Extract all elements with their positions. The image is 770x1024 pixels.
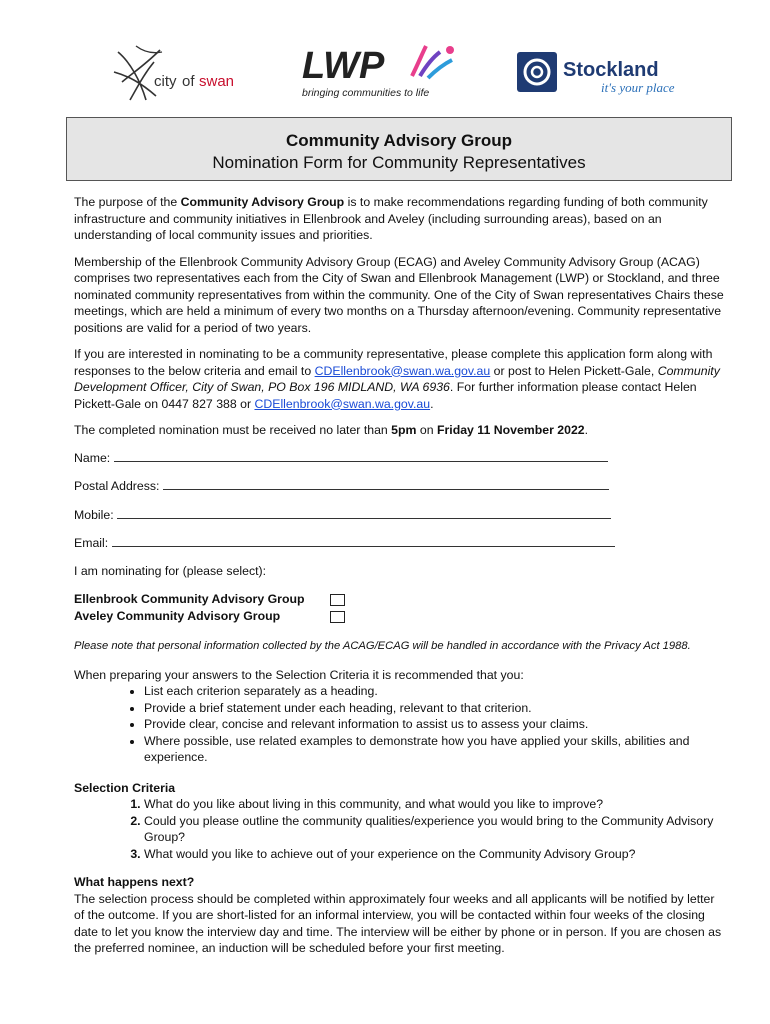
title-box — [66, 117, 732, 181]
next-text: The selection process should be completed within approximately four weeks and all applicants will be notified by letter of the outcome. If you are short-listed for an informal interview, you will be contacted within four weeks of the closing date to let you know the interview day and time. The interview will be either by phone or in person. If you are chosen as the preferred nominee, an induction will be scheduled before your first meeting. — [74, 891, 722, 955]
lwp-logo — [300, 40, 460, 102]
stockland-name: Stockland — [563, 59, 659, 81]
deadline-paragraph: The completed nomination must be received no later than 5pm on Friday 11 November 2022. — [74, 423, 589, 437]
postal-address-field[interactable]: Postal Address: — [74, 477, 724, 495]
stockland-logo — [515, 46, 685, 96]
list-item: • List each criterion separately as a heading. — [144, 683, 724, 700]
criteria-heading: Selection Criteria — [74, 780, 176, 795]
lwp-tagline: bringing communities to life — [302, 87, 430, 99]
swan-city-text: city — [154, 73, 177, 90]
swan-of-text: of — [182, 73, 195, 90]
lwp-name: LWP — [302, 45, 385, 87]
stockland-tagline: it's your place — [601, 80, 675, 95]
ecag-option: Ellenbrook Community Advisory Group — [74, 591, 724, 608]
form-content — [74, 194, 724, 967]
nominating-label: I am nominating for (please select): — [74, 563, 267, 578]
prep-intro: When preparing your answers to the Selection Criteria it is recommended that you: — [74, 667, 524, 682]
intro-paragraph-2: Membership of the Ellenbrook Community Advisory Group (ECAG) and Aveley Community Advisory Group (ACAG) comprises two representatives each from the City of Swan and Ellenbrook Management (LWP) or Stockland, and three nominated community representatives from within the community. One of the City of Swan representatives Chairs these meetings, which are held a minimum of every two months on a Thursday afternoon/evening. Community representative positions are valid for a period of two years. — [74, 254, 724, 335]
name-field[interactable]: Name: — [74, 449, 724, 467]
email-link-2[interactable]: CDEllenbrook@swan.wa.gov.au — [254, 396, 431, 411]
logo-bar — [0, 36, 770, 106]
acag-checkbox[interactable] — [330, 611, 345, 623]
city-of-swan-logo — [110, 42, 240, 106]
list-item: 2. Could you please outline the community qualities/experience you would bring to the Community Advisory Group? — [144, 813, 724, 846]
criteria-list — [74, 796, 724, 862]
prep-list — [74, 683, 724, 766]
list-item: • Provide a brief statement under each heading, relevant to that criterion. — [144, 700, 724, 717]
list-item: 1. What do you like about living in this community, and what would you like to improve? — [144, 796, 724, 813]
next-heading: What happens next? — [74, 875, 195, 889]
intro-paragraph-3: If you are interested in nominating to be a community representative, please complete this application form along with responses to the below criteria and email to CDEllenbrook@swan.wa.gov.au or post to Helen Pickett-Gale, Community Development Officer, City of Swan, PO Box 196 MIDLAND, WA 6936. For further information please contact Helen Pickett-Gale on 0447 827 388 or CDEllenbrook@swan.wa.gov.au. — [74, 347, 720, 411]
swan-swan-text: swan — [199, 73, 235, 90]
mobile-field[interactable]: Mobile: — [74, 506, 724, 524]
list-item: 3. What would you like to achieve out of your experience on the Community Advisory Group? — [144, 846, 724, 863]
acag-option: Aveley Community Advisory Group — [74, 608, 724, 625]
intro-paragraph-1: The purpose of the Community Advisory Group is to make recommendations regarding funding of both community infrastructure and community initiatives in Ellenbrook and Aveley (including surrounding areas), based on an understanding of local community issues and priorities. — [74, 195, 708, 242]
list-item: • Provide clear, concise and relevant information to assist us to assess your claims. — [144, 716, 724, 733]
list-item: • Where possible, use related examples to demonstrate how you have applied your skills, abilities and experience. — [144, 733, 724, 766]
page-title: Community Advisory Group — [285, 131, 513, 150]
ecag-checkbox[interactable] — [330, 594, 345, 606]
privacy-note: Please note that personal information collected by the ACAG/ECAG will be handled in accordance with the Privacy Act 1988. — [74, 640, 691, 652]
email-link[interactable]: CDEllenbrook@swan.wa.gov.au — [314, 363, 491, 378]
page-subtitle: Nomination Form for Community Representatives — [212, 153, 586, 172]
email-field[interactable]: Email: — [74, 534, 724, 552]
